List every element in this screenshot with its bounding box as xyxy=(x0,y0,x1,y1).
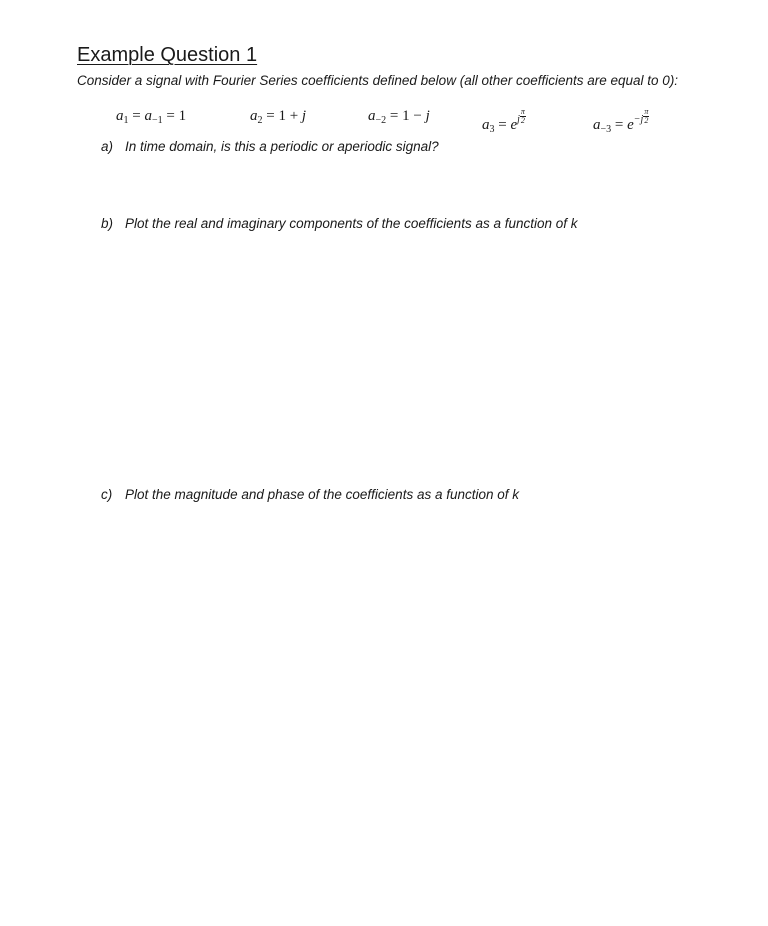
question-b xyxy=(101,216,578,231)
question-a-text: In time domain, is this a periodic or aperiodic signal? xyxy=(125,139,439,154)
question-a xyxy=(101,139,439,154)
question-a-letter: a) xyxy=(101,139,114,154)
question-c-letter: c) xyxy=(101,487,113,502)
coefficient-a-minus2: $a_{-2} = 1 - j$ xyxy=(368,108,430,126)
question-b-letter: b) xyxy=(101,216,114,231)
question-b-text: Plot the real and imaginary components of the coefficients as a function of k xyxy=(125,216,578,231)
coefficient-row xyxy=(0,107,768,135)
coefficient-a3: $a_3 = e^j$ $\frac{\pi}{2}$ xyxy=(482,107,525,135)
question-heading: Example Question 1 xyxy=(77,44,258,66)
question-c-text: Plot the magnitude and phase of the coefficients as a function of k xyxy=(125,487,520,502)
question-c xyxy=(101,487,519,502)
intro-text: Consider a signal with Fourier Series coefficients defined below (all other coefficients are equal to 0): xyxy=(77,73,679,88)
coefficient-a2: $a_2 = 1 + j$ xyxy=(250,108,307,126)
coefficient-a1-a-minus1: $a_1 = a_{-1} = 1$ xyxy=(116,108,187,126)
coefficient-a-minus3: $a_{-3} = e^{-j}$ $\frac{\pi}{2}$ xyxy=(593,107,649,135)
